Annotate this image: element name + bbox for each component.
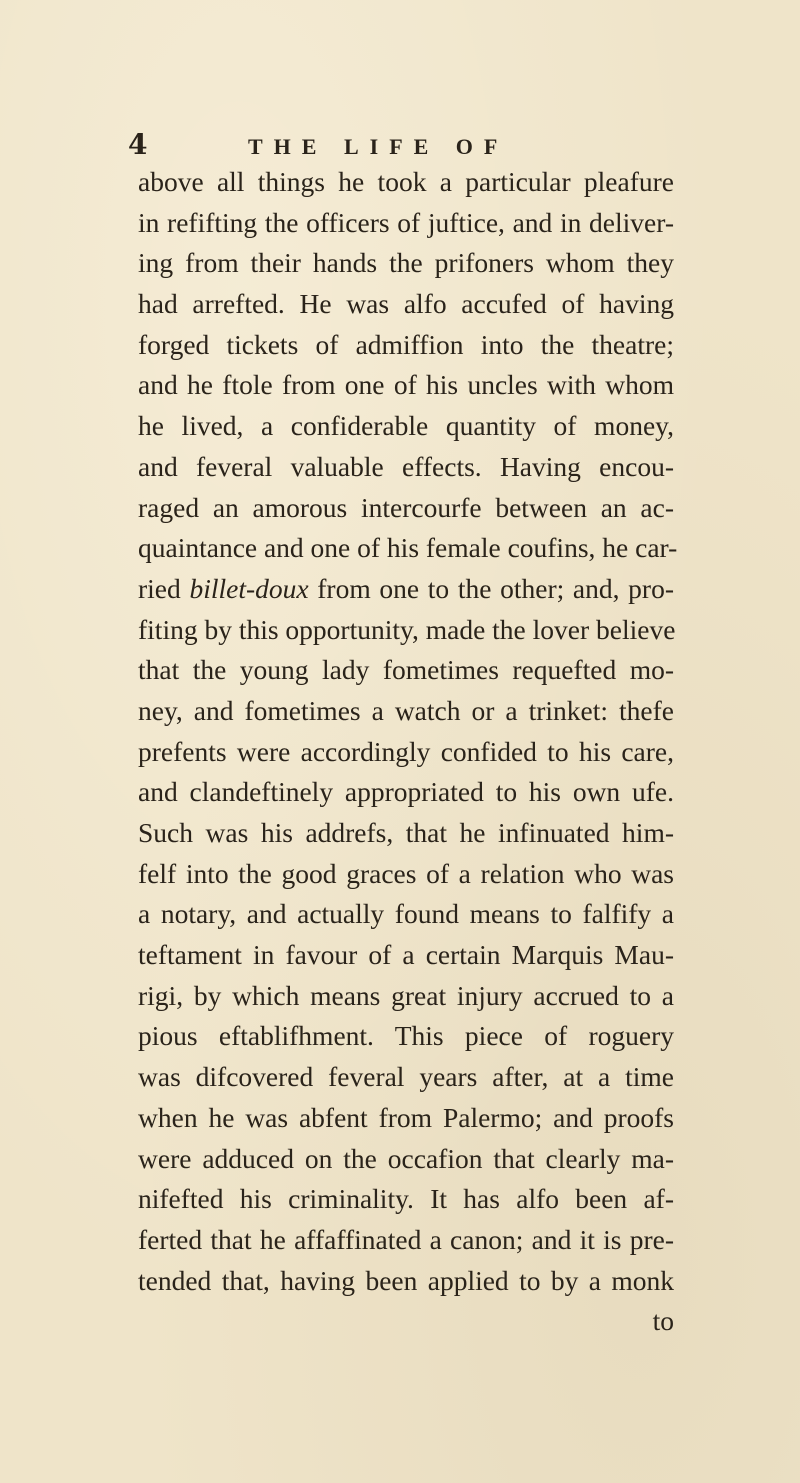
text-line: that the young lady fometimes requefted mo- — [138, 654, 674, 686]
text-line: ing from their hands the prifoners whom they — [138, 247, 674, 279]
text-line: ferted that he affaffinated a canon; and it is pre- — [138, 1223, 674, 1255]
text-segment: ried — [138, 572, 190, 604]
body-text — [138, 162, 678, 1342]
text-segment: from one to the other; and, pro- — [308, 572, 674, 604]
text-line: a notary, and actually found means to falfify a — [138, 898, 674, 930]
text-line: in refifting the officers of juftice, and in deliver- — [138, 206, 674, 238]
text-line: had arrefted. He was alfo accufed of having — [138, 288, 674, 320]
text-line: when he was abfent from Palermo; and proofs — [138, 1101, 674, 1133]
text-line: rigi, by which means great injury accrued to a — [138, 979, 674, 1011]
text-line: tended that, having been applied to by a monk — [138, 1264, 674, 1296]
text-line: fiting by this opportunity, made the lover believe — [138, 613, 676, 645]
text-line: felf into the good graces of a relation who was — [138, 857, 674, 889]
text-line: and he ftole from one of his uncles with whom — [138, 369, 674, 401]
text-line: was difcovered feveral years after, at a time — [138, 1061, 674, 1093]
text-line: teftament in favour of a certain Marquis Mau- — [138, 939, 674, 971]
text-line: raged an amorous intercourfe between an ac- — [138, 491, 674, 523]
text-line: pious eftablifhment. This piece of roguery — [138, 1020, 674, 1052]
text-line: and feveral valuable effects. Having encou- — [138, 450, 674, 482]
text-line: prefents were accordingly confided to his care, — [138, 735, 674, 767]
italic-phrase: billet-doux — [189, 572, 309, 604]
text-line: quaintance and one of his female coufins, he car- — [138, 532, 678, 564]
text-line: he lived, a confiderable quantity of money, — [138, 410, 674, 442]
text-line: were adduced on the occafion that clearly ma- — [138, 1142, 674, 1174]
text-line: nifefted his criminality. It has alfo been af- — [138, 1183, 674, 1215]
text-line: ney, and fometimes a watch or a trinket: thefe — [138, 694, 674, 726]
text-line: above all things he took a particular pleafure — [138, 166, 674, 197]
running-head: THE LIFE OF — [248, 134, 509, 159]
page-number: 4 — [128, 128, 148, 161]
catchword: to — [652, 1305, 674, 1337]
text-line: forged tickets of admiffion into the theatre; — [138, 328, 674, 360]
text-line: Such was his addrefs, that he infinuated him- — [138, 817, 674, 848]
text-line-with-italic — [138, 569, 674, 610]
text-line: and clandeftinely appropriated to his own ufe. — [138, 776, 674, 808]
